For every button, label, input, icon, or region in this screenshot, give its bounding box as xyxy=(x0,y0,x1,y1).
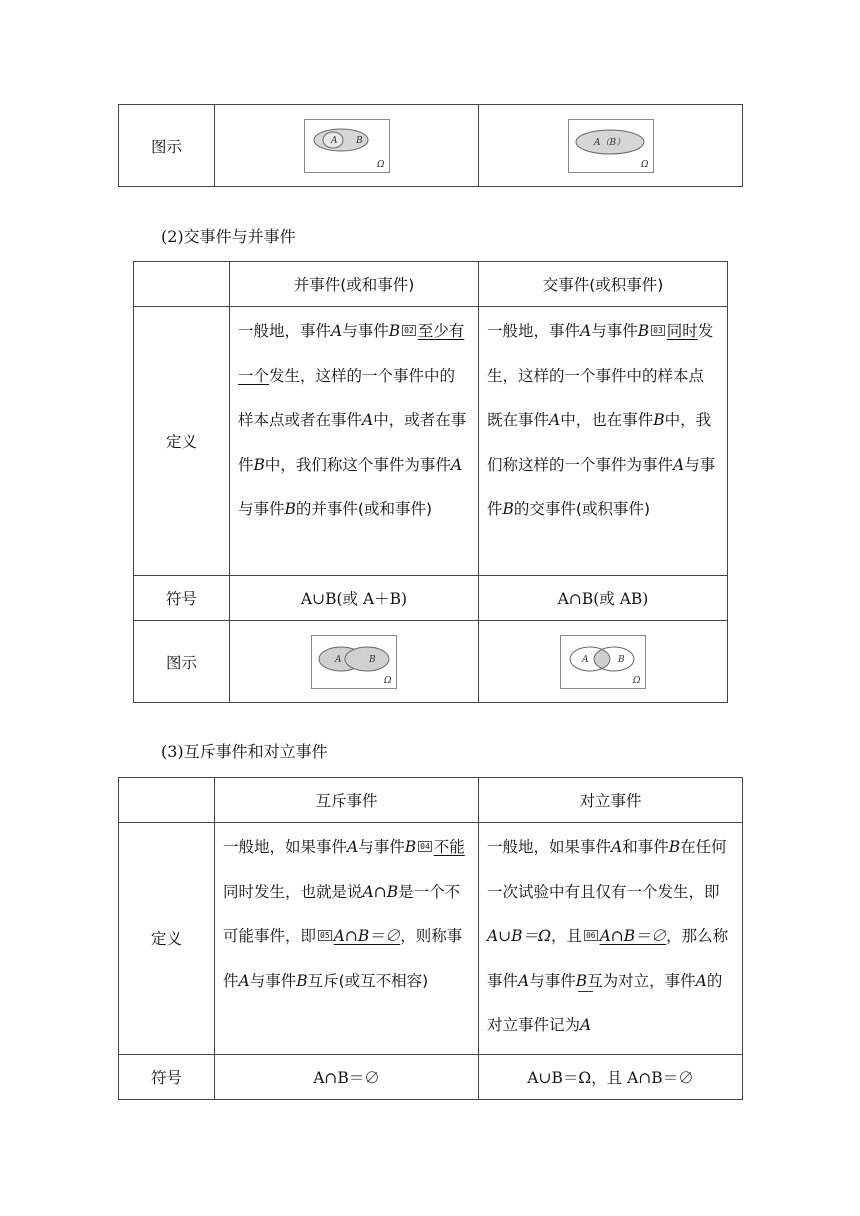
text: 与事件 xyxy=(487,455,716,518)
var-a: A xyxy=(580,322,592,340)
section3-number: (3) xyxy=(161,742,184,761)
union-definition xyxy=(230,307,479,576)
section2-title: 交事件与并事件 xyxy=(183,227,296,246)
blank-number: 03 xyxy=(653,326,663,335)
text: 是一个不可能事件，即 xyxy=(223,882,461,945)
label-a: A xyxy=(330,135,337,146)
var-a: A xyxy=(347,838,359,856)
venn-union-diagram xyxy=(311,635,397,689)
text: 一般地，事件 xyxy=(238,322,332,340)
text: 和事件 xyxy=(622,838,669,856)
var-b: B xyxy=(637,322,650,340)
header-intersection: 交事件(或积事件) xyxy=(479,262,728,307)
var-a: A xyxy=(238,971,250,990)
text: 与事件 xyxy=(342,322,389,340)
math-expression: A∪B＝Ω xyxy=(487,927,551,945)
text: ，那么称事件 xyxy=(487,927,729,990)
venn-equal-diagram xyxy=(568,119,654,173)
venn-intersection-diagram xyxy=(560,635,646,689)
corner-cell xyxy=(134,262,230,307)
label-a: A xyxy=(582,654,589,665)
text: 与事件 xyxy=(591,322,638,340)
label-b: B xyxy=(618,654,625,665)
text: 一般地，事件 xyxy=(487,322,581,340)
label-b: B xyxy=(355,135,363,146)
venn-cell-intersection xyxy=(479,621,728,703)
math-expression: A∩B xyxy=(362,882,399,901)
fill-blank-answer: 不能 xyxy=(433,838,465,856)
text: 发生，这样的一个事件中的样本点既在事件 xyxy=(487,322,714,429)
blank-number: 04 xyxy=(420,842,430,851)
text: 一般地，如果事件 xyxy=(223,838,348,856)
fill-blank-answer: 同时 xyxy=(666,322,698,340)
venn-cell-union xyxy=(230,621,479,703)
venn-cell-subset xyxy=(215,105,479,187)
blank-number: 02 xyxy=(404,326,414,335)
var-b: B xyxy=(653,411,665,429)
text: 中，我们称这个事件为事件 xyxy=(264,455,451,474)
intersection-definition xyxy=(479,307,728,576)
label-a: A xyxy=(335,654,342,665)
var-a: A xyxy=(673,455,685,474)
var-a: A xyxy=(695,971,707,990)
var-b: B xyxy=(575,971,588,990)
text: 的对立事件记为 xyxy=(487,971,723,1034)
label-omega: Ω xyxy=(384,675,392,686)
row-label-diagram: 图示 xyxy=(134,621,230,703)
label-omega: Ω xyxy=(640,159,648,170)
var-b: B xyxy=(296,971,308,990)
text: 与事件 xyxy=(249,971,297,990)
var-a: A xyxy=(450,455,463,474)
text: 与事件 xyxy=(238,500,285,518)
text: 与事件 xyxy=(529,971,576,990)
text: 同时发生，也就是说 xyxy=(223,882,363,901)
var-b: B xyxy=(388,322,401,340)
text: 一般地，如果事件 xyxy=(487,838,612,856)
var-a: A xyxy=(549,411,561,429)
var-a: A xyxy=(611,838,623,856)
section2-heading xyxy=(161,224,296,247)
var-b: B xyxy=(502,500,514,518)
text: ，且 xyxy=(550,927,582,945)
var-b: B xyxy=(404,838,417,856)
text: 中，或者在事件 xyxy=(238,411,467,474)
fill-blank-answer: 至少有一个 xyxy=(238,322,465,385)
row-label-definition: 定义 xyxy=(134,307,230,576)
row-label-symbol: 符号 xyxy=(134,576,230,621)
venn-cell-equal xyxy=(479,105,743,187)
union-intersection-table xyxy=(133,261,728,703)
complement-a-bar: A xyxy=(580,1003,591,1048)
exclusive-definition xyxy=(215,823,479,1055)
header-exclusive: 互斥事件 xyxy=(215,778,479,823)
label-omega: Ω xyxy=(633,675,641,686)
complement-symbol: A∪B＝Ω，且 A∩B＝∅ xyxy=(479,1054,743,1099)
var-a: A xyxy=(362,411,374,429)
row-label-diagram: 图示 xyxy=(119,105,215,187)
fill-blank-answer: A∩B＝∅ xyxy=(599,927,667,945)
text: ，则称事件 xyxy=(223,927,463,990)
complement-definition xyxy=(479,823,743,1055)
section3-title: 互斥事件和对立事件 xyxy=(183,742,328,761)
var-b: B xyxy=(253,455,265,474)
label-a-b: A（B） xyxy=(593,137,625,148)
text: 与事件 xyxy=(358,838,405,856)
row-label-symbol: 符号 xyxy=(119,1054,215,1099)
blank-number: 06 xyxy=(585,931,596,940)
blank-number: 05 xyxy=(320,931,330,940)
header-union: 并事件(或和事件) xyxy=(230,262,479,307)
text: 中，我们称这样的一个事件为事件 xyxy=(487,411,712,474)
text: 中，也在事件 xyxy=(560,411,654,429)
var-b: B xyxy=(668,838,681,856)
exclusive-complement-table xyxy=(118,777,743,1100)
venn-subset-diagram xyxy=(304,119,390,173)
var-a: A xyxy=(518,971,530,990)
fill-blank-answer: A∩B＝∅ xyxy=(333,927,401,945)
text: 互斥(或互不相容) xyxy=(307,971,429,990)
section3-heading xyxy=(161,739,328,762)
text: 的并事件(或和事件) xyxy=(295,500,433,518)
section2-number: (2) xyxy=(161,227,184,246)
header-complement: 对立事件 xyxy=(479,778,743,823)
text: 在任何一次试验中有且仅有一个发生，即 xyxy=(487,838,727,901)
intersection-symbol: A∩B(或 AB) xyxy=(479,576,728,621)
text: 发生，这样的一个事件中的样本点或者在事件 xyxy=(238,366,456,429)
corner-cell xyxy=(119,778,215,823)
exclusive-symbol: A∩B＝∅ xyxy=(215,1054,479,1099)
text: 的交事件(或积事件) xyxy=(513,500,651,518)
var-b: B xyxy=(284,500,296,518)
text: 互为对立，事件 xyxy=(587,971,696,990)
label-omega: Ω xyxy=(376,159,384,170)
subset-equal-table xyxy=(118,104,743,187)
var-a: A xyxy=(331,322,343,340)
label-b: B xyxy=(369,654,376,665)
row-label-definition: 定义 xyxy=(119,823,215,1055)
union-symbol: A∪B(或 A＋B) xyxy=(230,576,479,621)
